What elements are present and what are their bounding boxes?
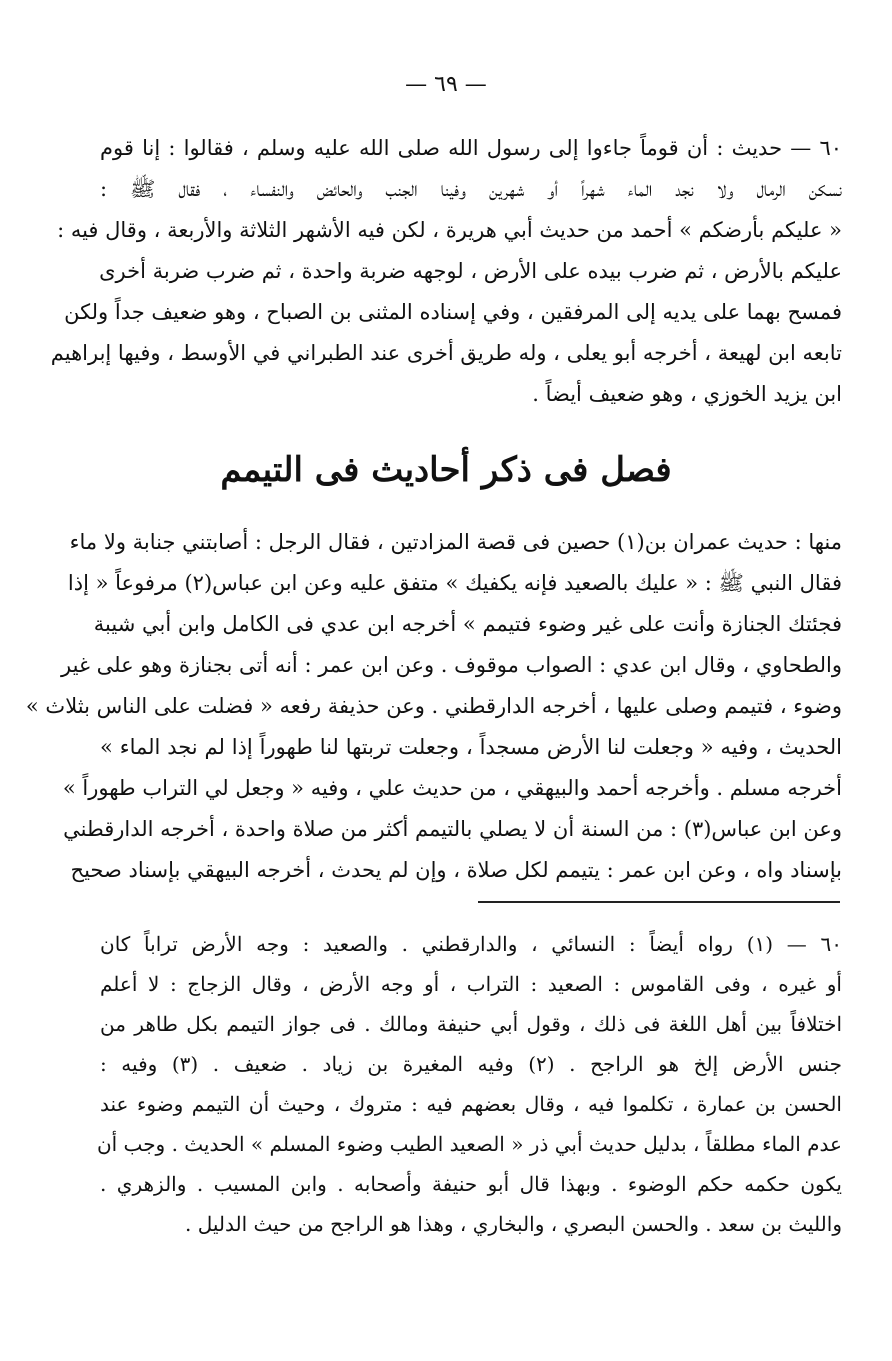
- text-line: وعن ابن عباس(٣) : من السنة أن لا يصلي بالتيمم أكثر من صلاة واحدة ، أخرجه الدارقطني: [63, 817, 842, 841]
- footnote-divider: [478, 901, 840, 903]
- text-line: أخرجه مسلم . وأخرجه أحمد والبيهقي ، من حديث علي ، وفيه « وجعل لي التراب طهوراً »: [62, 776, 842, 800]
- text-line: وضوء ، فتيمم وصلى عليها ، أخرجه الدارقطني . وعن حذيفة رفعه « فضلت على الناس بثلاث »: [25, 694, 842, 718]
- footnote-line: يكون حكمه حكم الوضوء . وبهذا قال أبو حنيفة وأصحابه . وابن المسيب . والزهري .: [100, 1172, 842, 1196]
- footnote-line: جنس الأرض إلخ هو الراجح . (٢) وفيه المغيرة بن زياد . ضعيف . (٣) وفيه :: [100, 1052, 842, 1076]
- text-line: تابعه ابن لهيعة ، أخرجه أبو يعلى ، وله طريق أخرى عند الطبراني في الأوسط ، وفيها إبراهيم: [50, 341, 842, 365]
- text-line: الحديث ، وفيه « وجعلت لنا الأرض مسجداً ، وجعلت تربتها لنا طهوراً إذا لم نجد الماء »: [100, 735, 842, 759]
- text-line: بإسناد واه ، وعن ابن عمر : يتيمم لكل صلاة ، وإن لم يحدث ، أخرجه البيهقي بإسناد صحيح: [70, 858, 842, 882]
- text-line: فقال النبي ﷺ : « عليك بالصعيد فإنه يكفيك » متفق عليه وعن ابن عباس(٢) مرفوعاً « إذا: [67, 571, 842, 595]
- text-line: منها : حديث عمران بن(١) حصين فى قصة المزادتين ، فقال الرجل : أصابتني جنابة ولا ماء: [69, 530, 842, 554]
- section-body-paragraph: [25, 522, 842, 891]
- footnote-line: ٦٠ — (١) رواه أيضاً : النسائي ، والدارقطني . والصعيد : وجه الأرض تراباً كان: [100, 932, 842, 956]
- section-heading: فصل فى ذكر أحاديث فى التيمم: [220, 450, 672, 490]
- footnote-line: والليث بن سعد . والحسن البصري ، والبخاري ، وهذا هو الراجح من حيث الدليل .: [184, 1212, 842, 1236]
- footnote-line: اختلافاً بين أهل اللغة فى ذلك ، وقول أبي حنيفة ومالك . فى جواز التيمم بكل طاهر من: [100, 1012, 842, 1036]
- footnotes: [96, 924, 842, 1244]
- footnote-line: عدم الماء مطلقاً ، بدليل حديث أبي ذر « الصعيد الطيب وضوء المسلم » الحديث . وجب أن: [96, 1132, 842, 1156]
- text-line: عليكم بالأرض ، ثم ضرب بيده على الأرض ، لوجهه ضربة واحدة ، ثم ضرب ضربة أخرى: [99, 259, 842, 283]
- text-line: فجئتك الجنازة وأنت على غير وضوء فتيمم » أخرجه ابن عدي فى الكامل وابن أبي شيبة: [93, 612, 842, 636]
- text-line: والطحاوي ، وقال ابن عدي : الصواب موقوف . وعن ابن عمر : أنه أتى بجنازة وهو على غير: [61, 653, 842, 677]
- text-line: ٦٠ — حديث : أن قوماً جاءوا إلى رسول الله صلى الله عليه وسلم ، فقالوا : إنا قوم: [100, 136, 842, 160]
- footnote-line: أو غيره ، وفى القاموس : الصعيد : التراب ، أو وجه الأرض ، وقال الزجاج : لا أعلم: [100, 972, 842, 996]
- text-line: ابن يزيد الخوزي ، وهو ضعيف أيضاً .: [532, 382, 842, 406]
- text-line: نسكن الرمال ولا نجد الماء شهراً أو شهرين وفينا الجنب والحائض والنفساء ، فقال ﷺ :: [100, 177, 842, 201]
- hadith-60-paragraph: [50, 128, 842, 415]
- text-line: فمسح بهما على يديه إلى المرفقين ، وفي إسناده المثنى بن الصباح ، وهو ضعيف جداً ولكن: [64, 300, 842, 324]
- footnote-line: الحسن بن عمارة ، تكلموا فيه ، وقال بعضهم فيه : متروك ، وحيث أن التيمم وضوء عند: [100, 1092, 842, 1116]
- text-line: « عليكم بأرضكم » أحمد من حديث أبي هريرة ، لكن فيه الأشهر الثلاثة والأربعة ، وقال فيه :: [57, 218, 842, 242]
- page-number: — ٦٩ —: [405, 72, 487, 97]
